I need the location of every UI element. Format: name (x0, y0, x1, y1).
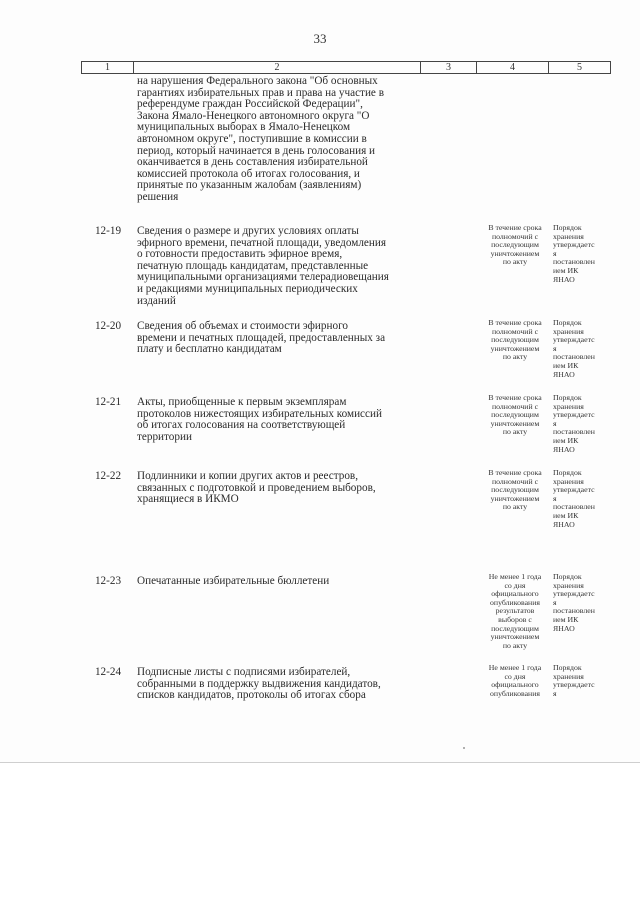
row-retention-term: Не менее 1 года со дня официального опубликования (488, 663, 542, 698)
column-header-row (81, 61, 611, 74)
row-number: 12-21 (94, 396, 122, 408)
row-number: 12-24 (94, 666, 122, 678)
row-note: Порядок хранения утверждаетс я (553, 663, 595, 698)
column-header-1: 1 (82, 62, 134, 73)
row-retention-term: В течение срока полномочий с последующим уничтожением по акту (488, 223, 542, 267)
page-edge (0, 762, 640, 763)
row-note: Порядок хранения утверждаетс я постановлен ием ИК ЯНАО (553, 223, 595, 284)
row-note: Порядок хранения утверждаетс я постановлен ием ИК ЯНАО (553, 468, 595, 529)
page-number: 33 (313, 31, 327, 46)
row-title: Подписные листы с подписями избирателей, собранными в поддержку выдвижения кандидатов, списков кандидатов, протоколы об итогах сбора (137, 666, 381, 702)
column-header-4: 4 (477, 62, 549, 73)
continuation-text: на нарушения Федерального закона "Об основных гарантиях избирательных прав и права на участие в референдуме граждан Российской Федерации", Закона Ямало-Ненецкого автономного округа "О муниципальных выборах в Ямало-Ненецком автономном округе", поступившие в комиссии в период, который начинается в день голосования и оканчивается в день составления избирательной комиссией протокола об итогах голосования, и принятые по указанным жалобам (заявлениям) решения (137, 75, 384, 203)
column-header-5: 5 (577, 62, 582, 73)
row-retention-term: В течение срока полномочий с последующим уничтожением по акту (488, 318, 542, 362)
row-number: 12-19 (94, 225, 122, 237)
scan-speck (463, 747, 465, 749)
column-header-3: 3 (421, 62, 477, 73)
row-retention-term: В течение срока полномочий с последующим уничтожением по акту (488, 468, 542, 512)
row-note: Порядок хранения утверждаетс я постановлен ием ИК ЯНАО (553, 393, 595, 454)
row-title: Опечатанные избирательные бюллетени (137, 575, 330, 587)
column-header-2: 2 (134, 62, 421, 73)
row-title: Сведения об объемах и стоимости эфирного времени и печатных площадей, предоставленных за плату и бесплатно кандидатам (137, 320, 386, 356)
row-number: 12-22 (94, 470, 122, 482)
row-number: 12-23 (94, 575, 122, 587)
row-note: Порядок хранения утверждаетс я постановлен ием ИК ЯНАО (553, 318, 595, 379)
row-number: 12-20 (94, 320, 122, 332)
row-title: Сведения о размере и других условиях оплаты эфирного времени, печатной площади, уведомления о готовности предоставить эфирное время, печатную площадь кандидатам, представленные муниципальными организациями телерадиовещания и редакциями муниципальных периодических изданий (137, 225, 389, 307)
row-note: Порядок хранения утверждаетс я постановлен ием ИК ЯНАО (553, 572, 595, 633)
row-title: Акты, приобщенные к первым экземплярам протоколов нижестоящих избирательных комиссий об итогах голосования на соответствующей территории (137, 396, 382, 443)
row-retention-term: В течение срока полномочий с последующим уничтожением по акту (488, 393, 542, 437)
row-retention-term: Не менее 1 года со дня официального опубликования результатов выборов с последующим уничтожением по акту (488, 572, 542, 650)
row-title: Подлинники и копии других актов и реестров, связанных с подготовкой и проведением выборов, хранящиеся в ИКМО (137, 470, 376, 506)
